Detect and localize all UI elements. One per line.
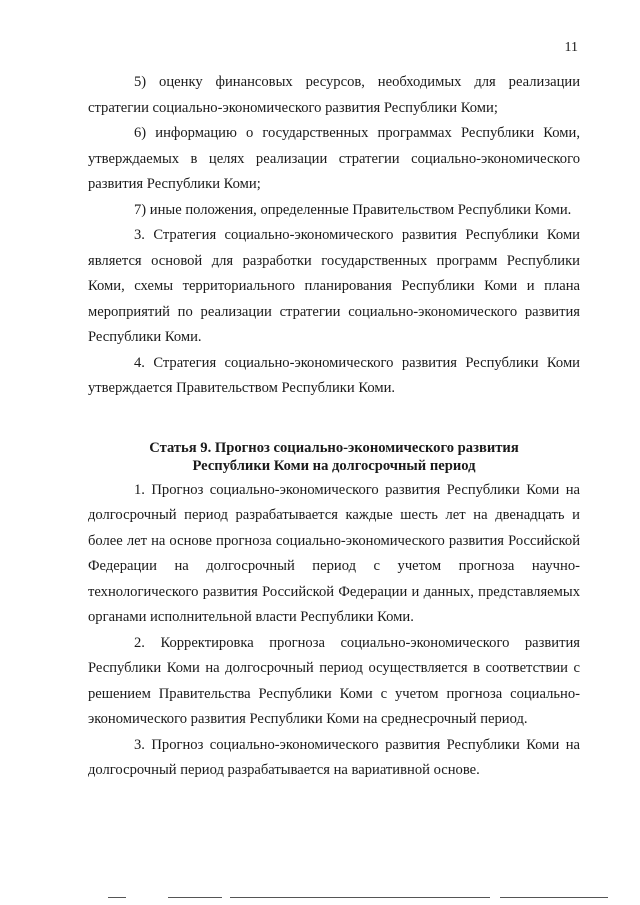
paragraph-part-3: 3. Стратегия социально-экономического развития Республики Коми является основой для разработки государственных программ Республики Коми, схемы территориального планирования Республики Коми и плана мероприятий по реализации стратегии социально-экономического развития Республики Коми. xyxy=(88,227,580,345)
footer-scan-line xyxy=(168,897,222,898)
page-number: 11 xyxy=(564,40,578,55)
footer-scan-line xyxy=(230,897,490,898)
article-paragraph-1: 1. Прогноз социально-экономического развития Республики Коми на долгосрочный период разрабатывается каждые шесть лет на двенадцать и более лет на основе прогноза социально-экономического развития Российской Федерации на долгосрочный период с учетом прогноза научно-технологического развития Российской Федерации и данных, представляемых органами исполнительной власти Республики Коми. xyxy=(88,481,580,625)
article-heading-line-2: Республики Коми на долгосрочный период xyxy=(192,457,476,474)
article-paragraph-3: 3. Прогноз социально-экономического развития Республики Коми на долгосрочный период разрабатывается на вариативной основе. xyxy=(88,736,580,778)
article-paragraph-2: 2. Корректировка прогноза социально-экономического развития Республики Коми на долгосрочный период осуществляется в соответствии с решением Правительства Республики Коми с учетом прогноза социально-экономического развития Республики Коми на среднесрочный период. xyxy=(88,634,580,727)
paragraph-item-7: 7) иные положения, определенные Правительством Республики Коми. xyxy=(134,201,572,218)
paragraph-part-4: 4. Стратегия социально-экономического развития Республики Коми утверждается Правительством Республики Коми. xyxy=(88,354,580,396)
article-heading xyxy=(88,439,580,475)
document-body xyxy=(88,70,580,784)
paragraph-item-5: 5) оценку финансовых ресурсов, необходимых для реализации стратегии социально-экономического развития Республики Коми; xyxy=(88,74,580,116)
paragraph-item-6: 6) информацию о государственных программах Республики Коми, утверждаемых в целях реализации стратегии социально-экономического развития Республики Коми; xyxy=(88,125,580,192)
footer-scan-line xyxy=(500,897,608,898)
footer-scan-line xyxy=(108,897,126,898)
article-heading-line-1: Статья 9. Прогноз социально-экономического развития xyxy=(149,439,519,456)
